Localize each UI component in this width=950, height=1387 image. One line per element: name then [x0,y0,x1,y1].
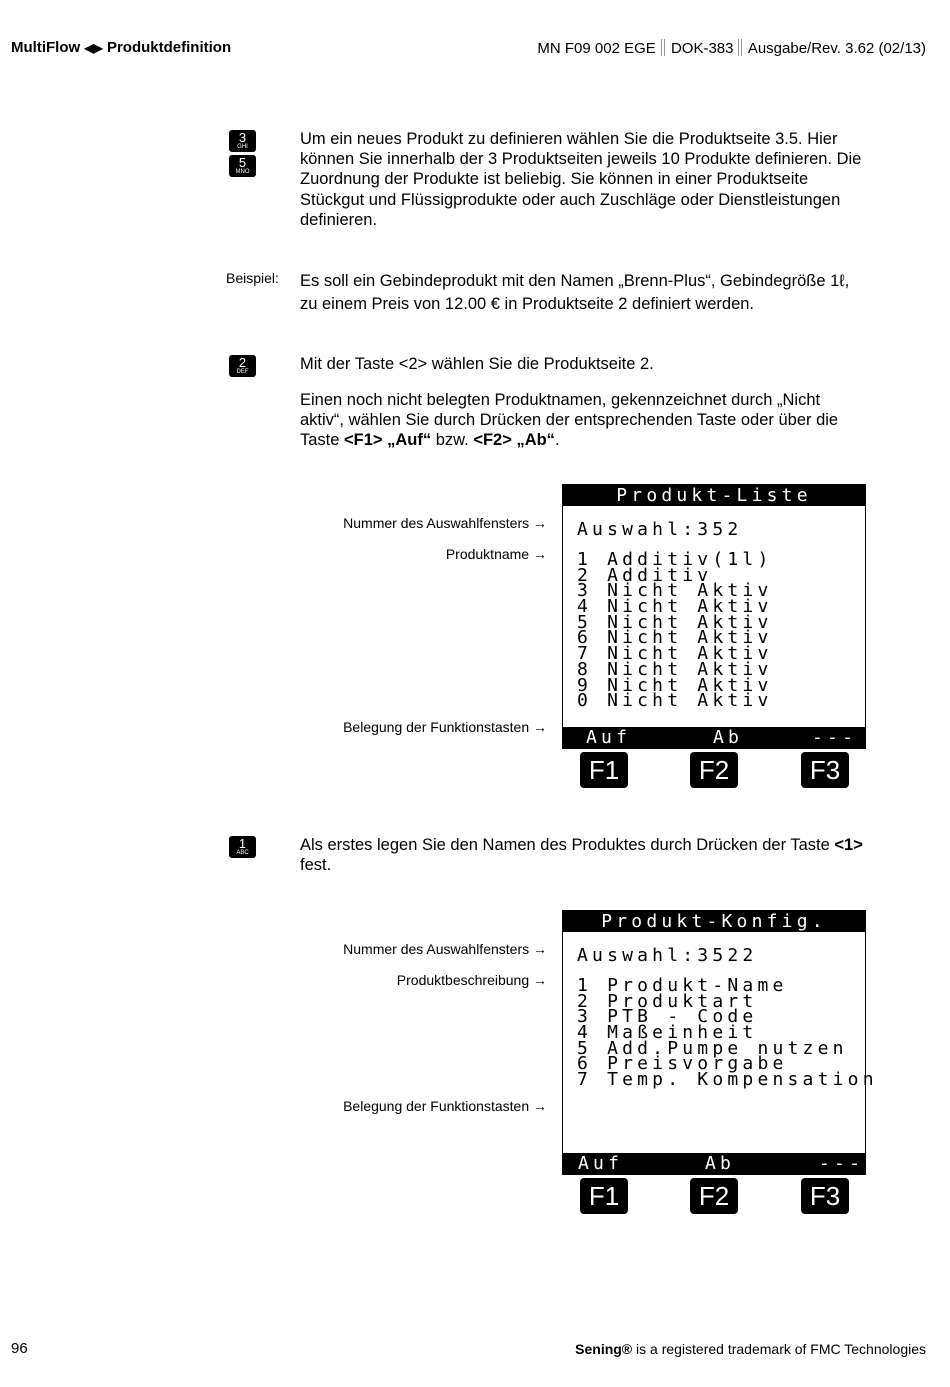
list-item: 0 Nicht Aktiv [577,690,773,712]
display-screen-product-config [562,910,878,1175]
screen-selection: Auswahl:3522 [577,945,758,966]
annot-function-keys: Belegung der Funktionstasten → [343,719,547,735]
revision: Ausgabe/Rev. 3.62 (02/13) [747,40,926,57]
list-item: 6 Preisvorgabe [577,1053,788,1075]
list-item: 8 Nicht Aktiv [577,658,773,680]
f3-key: F3 [801,752,849,788]
list-item: 2 Produktart [577,990,758,1012]
header-title [11,39,231,56]
list-item: 7 Nicht Aktiv [577,643,773,665]
section-name: Produktdefinition [106,39,232,56]
annot-product-description: Produktbeschreibung → [396,972,547,988]
list-item: 4 Nicht Aktiv [577,596,773,618]
screen-product-list [577,549,773,712]
f2-label: Ab [713,727,744,748]
separator [661,39,665,56]
list-item: 4 Maßeinheit [577,1022,758,1044]
display-screen-product-list [562,484,866,749]
example-label: Beispiel: [226,270,279,286]
f1-key: F1 [580,752,628,788]
screen-config-list [577,975,878,1091]
intro-paragraph: Um ein neues Produkt zu definieren wählen Sie die Produktseite 3.5. Hier können Sie innerhalb der 3 Produktseiten jeweils 10 Produkte definieren. Die Zuordnung der Produkte ist beliebig. Sie können in einer Produktseite Stückgut und Flüssigprodukte oder auch Zuschläge oder Dienstleistungen definieren. [300,130,862,229]
list-item: 9 Nicht Aktiv [577,674,773,696]
list-item: 3 PTB - Code [577,1006,758,1028]
screen-title: Produkt-Konfig. [563,911,865,932]
annot-product-name: Produktname → [445,546,547,562]
f1-label: Auf [586,727,632,748]
list-item: 6 Nicht Aktiv [577,627,773,649]
annot-window-number: Nummer des Auswahlfensters → [343,941,547,957]
key-3-icon: 3 GHI [229,130,256,152]
screen-title: Produkt-Liste [563,485,865,506]
example-paragraph: Es soll ein Gebindeprodukt mit den Namen „Brenn-Plus“, Gebindegröße 1ℓ, zu einem Preis von 12.00 € in Produktseite 2 definiert werden. [300,272,850,313]
step2-line1: Mit der Taste <2> wählen Sie die Produktseite 2. [300,355,654,373]
step2-line2: Einen noch nicht belegten Produktnamen, gekennzeichnet durch „Nicht aktiv“, wählen Sie durch Drücken der entsprechenden Taste oder über die Taste <F1> „Auf“ bzw. <F2> „Ab“. [300,391,839,450]
f1-label: Auf [578,1153,624,1174]
separator [738,39,742,56]
nav-arrows-icon: ◀▶ [84,41,103,55]
annot-window-number: Nummer des Auswahlfensters → [343,515,547,531]
key-5-icon: 5 MNO [229,155,256,177]
list-item: 5 Nicht Aktiv [577,611,773,633]
doc-number: MN F09 002 EGE [537,40,656,57]
f3-key: F3 [801,1178,849,1214]
key-1-icon: 1 ABC [229,836,256,858]
doc-id: DOK-383 [670,40,734,57]
screen-function-bar [563,1153,865,1174]
f3-label: --- [812,727,858,748]
f1-key: F1 [580,1178,628,1214]
f2-key: F2 [690,752,738,788]
header-doc-info [537,39,926,57]
footer-trademark: Sening® is a registered trademark of FMC Technologies [575,1341,926,1357]
screen-function-bar [563,727,865,748]
list-item: 3 Nicht Aktiv [577,580,773,602]
list-item: 1 Additiv(1l) [577,549,773,570]
screen-selection: Auswahl:352 [577,519,743,540]
list-item: 5 Add.Pumpe nutzen [577,1037,848,1059]
f2-key: F2 [690,1178,738,1214]
list-item: 2 Additiv [577,564,713,586]
key-2-icon: 2 DEF [229,355,256,377]
list-item: 1 Produkt-Name [577,975,788,996]
step1-paragraph: Als erstes legen Sie den Namen des Produktes durch Drücken der Taste <1> fest. [300,836,863,875]
page-number: 96 [11,1340,28,1357]
f2-label: Ab [705,1153,736,1174]
annot-function-keys: Belegung der Funktionstasten → [343,1098,547,1114]
list-item: 7 Temp. Kompensation [577,1069,878,1091]
product-name: MultiFlow [11,39,81,56]
f3-label: --- [819,1153,865,1174]
